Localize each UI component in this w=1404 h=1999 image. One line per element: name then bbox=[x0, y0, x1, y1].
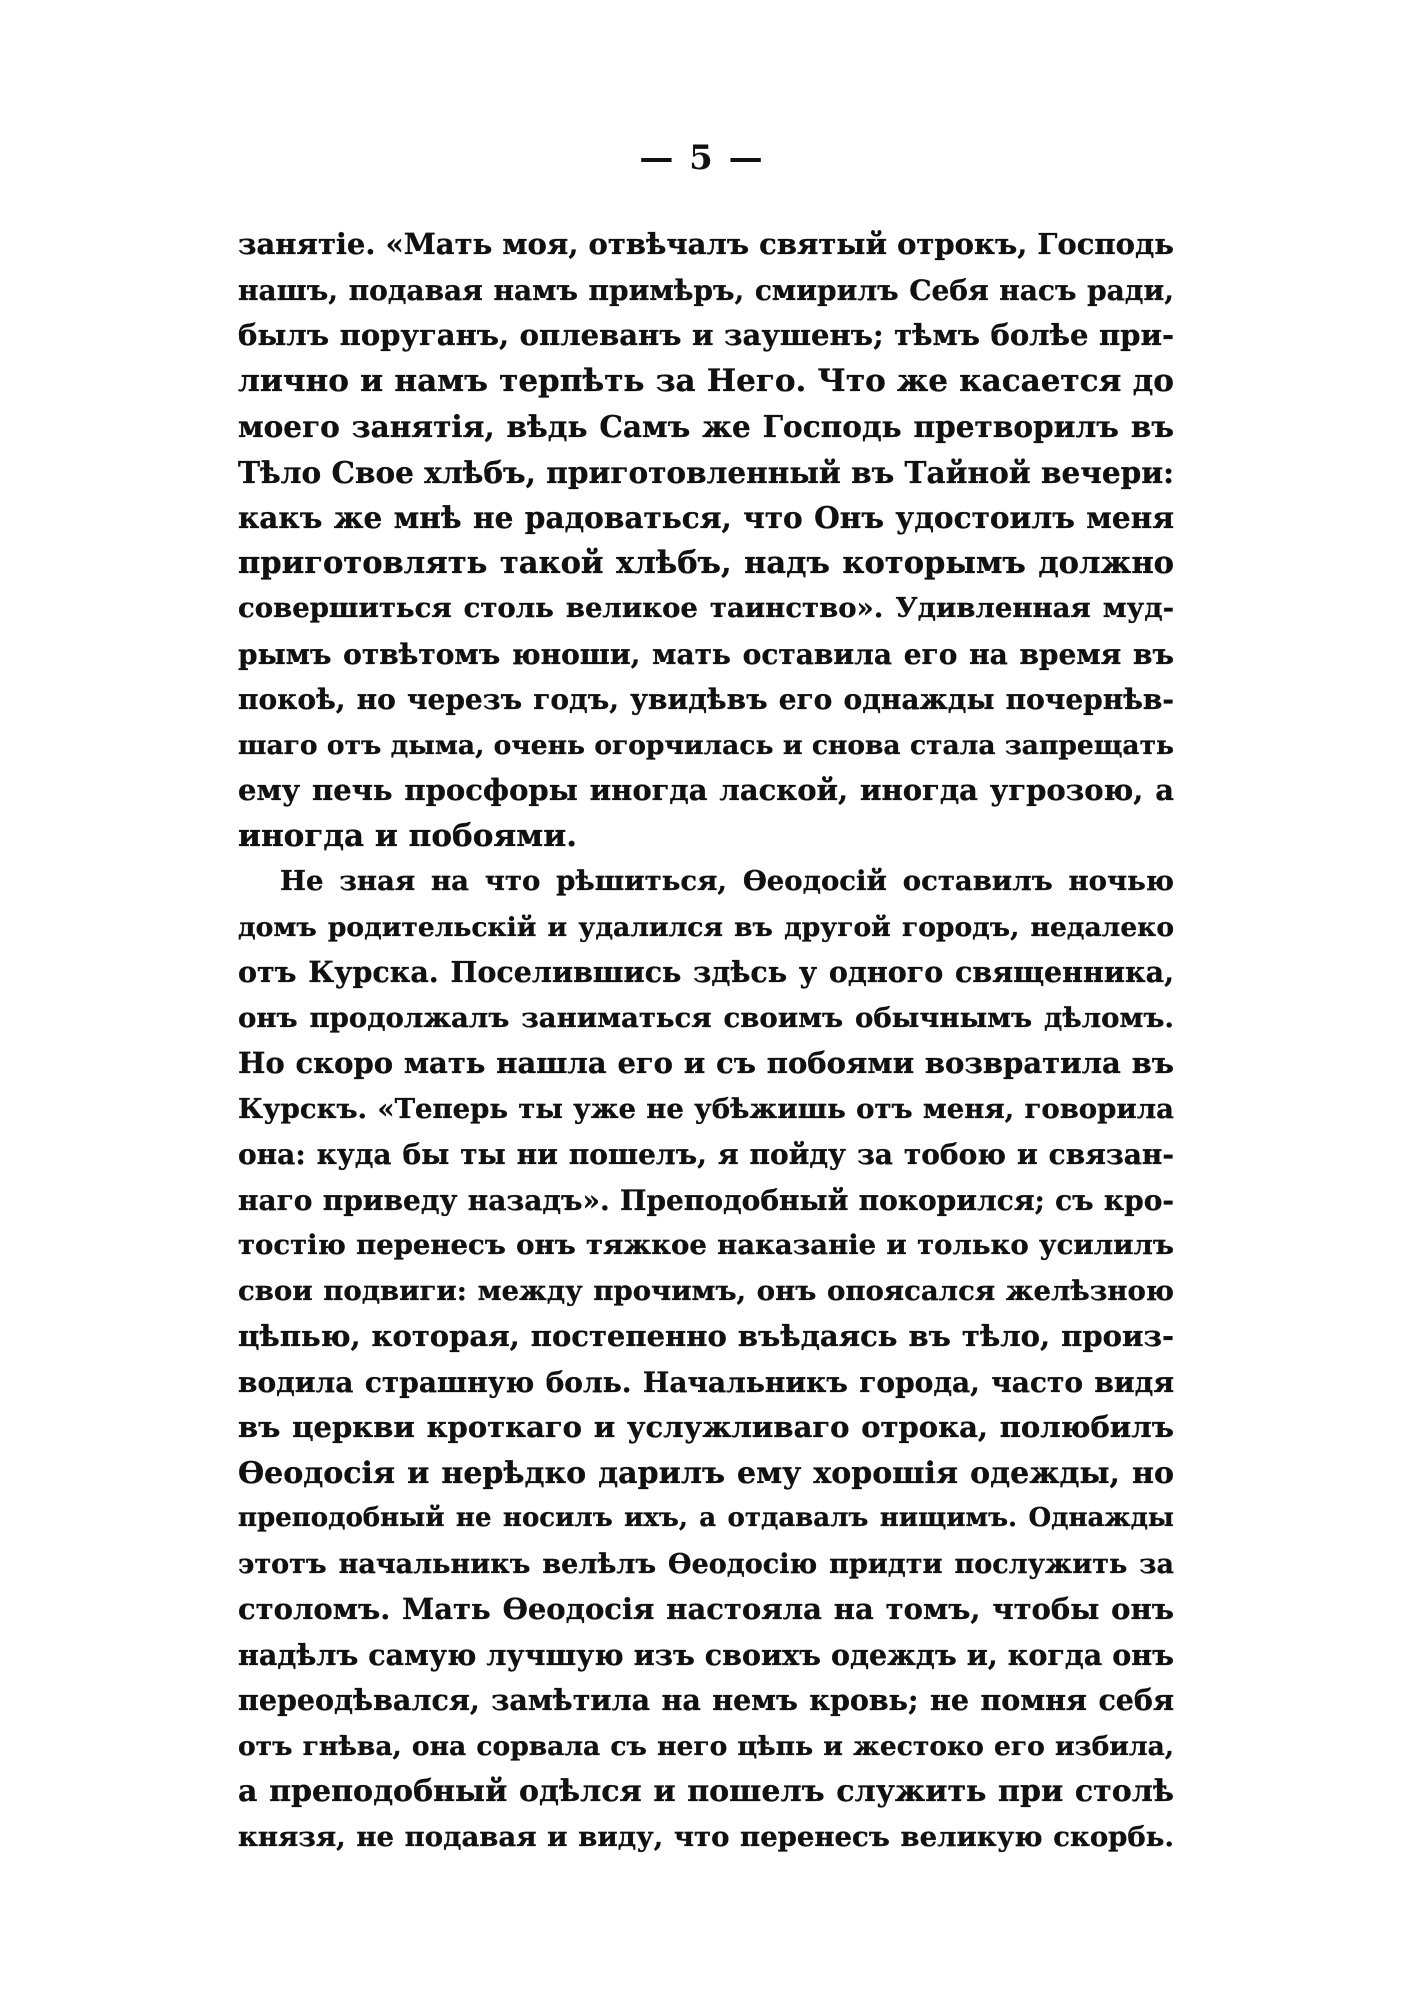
text-line: лично и намъ терпѣть за Него. Что же касается до bbox=[238, 362, 1174, 399]
text-line: шаго отъ дыма, очень огорчилась и снова стала запрещать bbox=[238, 729, 1174, 761]
text-line: преподобный не носилъ ихъ, а отдавалъ нищимъ. Однажды bbox=[238, 1503, 1174, 1533]
text-line: переодѣвался, замѣтила на немъ кровь; не помня себя bbox=[238, 1683, 1174, 1717]
text-line: князя, не подавая и виду, что перенесъ великую скорбь. bbox=[238, 1820, 1174, 1853]
text-line: занятіе. «Мать моя, отвѣчалъ святый отрокъ, Господь bbox=[238, 227, 1174, 261]
text-line: цѣпью, которая, постепенно въѣдаясь въ тѣло, произ- bbox=[238, 1319, 1174, 1353]
text-line: столомъ. Мать Ѳеодосія настояла на томъ, чтобы онъ bbox=[238, 1592, 1174, 1626]
text-line: ему печь просфоры иногда лаской, иногда угрозою, а bbox=[238, 773, 1174, 807]
text-line: покоѣ, но черезъ годъ, увидѣвъ его однажды почернѣв- bbox=[238, 683, 1174, 716]
text-line: Тѣло Свое хлѣбъ, приготовленный въ Тайной вечери: bbox=[238, 454, 1174, 490]
text-line: а преподобный одѣлся и пошелъ служить при столѣ bbox=[238, 1774, 1174, 1809]
text-line: Курскъ. «Теперь ты уже не убѣжишь отъ меня, говорила bbox=[238, 1092, 1174, 1125]
text-line: иногда и побоями. bbox=[238, 817, 578, 854]
text-line: былъ поруганъ, оплеванъ и заушенъ; тѣмъ болѣе при- bbox=[238, 318, 1174, 352]
text-line: приготовлять такой хлѣбъ, надъ которымъ должно bbox=[238, 544, 1174, 581]
text-line: онъ продолжалъ заниматься своимъ обычнымъ дѣломъ. bbox=[238, 1001, 1174, 1034]
text-line: моего занятія, вѣдь Самъ же Господь претворилъ въ bbox=[238, 409, 1174, 444]
text-line: какъ же мнѣ не радоваться, что Онъ удостоилъ меня bbox=[238, 500, 1174, 535]
text-line: Но скоро мать нашла его и съ побоями возвратила въ bbox=[238, 1046, 1174, 1080]
text-line: Не зная на что рѣшиться, Ѳеодосій оставилъ ночью bbox=[280, 865, 1174, 897]
text-line: тостію перенесъ онъ тяжкое наказаніе и только усилилъ bbox=[238, 1229, 1174, 1261]
text-line: свои подвиги: между прочимъ, онъ опоясался желѣзною bbox=[238, 1274, 1174, 1307]
text-line: нашъ, подавая намъ примѣръ, смирилъ Себя насъ ради, bbox=[238, 273, 1174, 307]
body-text bbox=[238, 222, 1174, 1860]
text-line: Ѳеодосія и нерѣдко дарилъ ему хорошія одежды, но bbox=[238, 1455, 1174, 1491]
paragraph-2 bbox=[238, 859, 1174, 1860]
page-number: — 5 — bbox=[639, 138, 765, 178]
text-line: рымъ отвѣтомъ юноши, мать оставила его на время въ bbox=[238, 637, 1174, 671]
paragraph-1 bbox=[238, 222, 1174, 859]
text-line: отъ гнѣва, она сорвала съ него цѣпь и жестоко его избила, bbox=[238, 1730, 1174, 1762]
text-line: надѣлъ самую лучшую изъ своихъ одеждъ и, когда онъ bbox=[238, 1637, 1174, 1672]
text-line: водила страшную боль. Начальникъ города, часто видя bbox=[238, 1365, 1174, 1399]
text-line: она: куда бы ты ни пошелъ, я пойду за тобою и связан- bbox=[238, 1138, 1174, 1171]
text-line: наго приведу назадъ». Преподобный покорился; съ кро- bbox=[238, 1183, 1174, 1217]
text-line: совершиться столь великое таинство». Удивленная муд- bbox=[238, 592, 1174, 624]
text-line: этотъ начальникъ велѣлъ Ѳеодосію придти послужить за bbox=[238, 1548, 1174, 1580]
text-line: домъ родительскій и удалился въ другой городъ, недалеко bbox=[238, 911, 1174, 943]
text-line: отъ Курска. Поселившись здѣсь у одного священника, bbox=[238, 955, 1174, 989]
text-line: въ церкви кроткаго и услужливаго отрока, полюбилъ bbox=[238, 1410, 1174, 1444]
